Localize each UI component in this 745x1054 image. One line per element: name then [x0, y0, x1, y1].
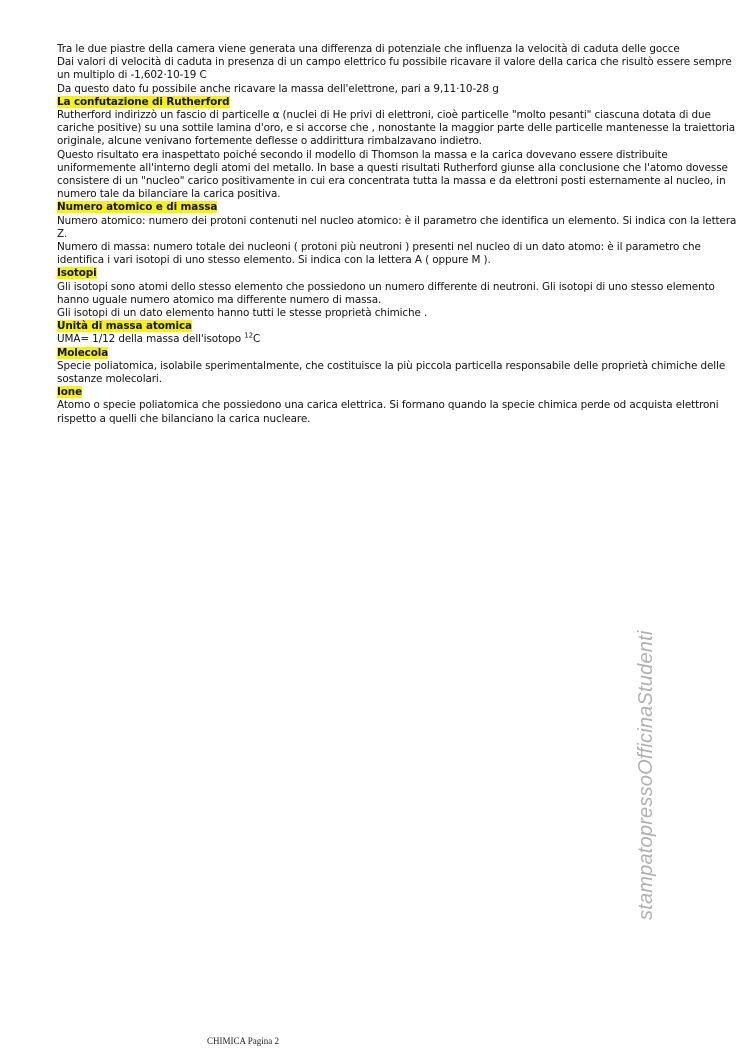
- uma-paragraph: [57, 333, 741, 346]
- page-footer: CHIMICA Pagina 2: [207, 1036, 279, 1046]
- section-heading-uma: Unità di massa atomica: [57, 320, 192, 333]
- rutherford-paragraph: Questo risultato era inaspettato poiché secondo il modello di Thomson la massa e la carica dovevano essere distribuite uniformemente all'interno degli atomi del metallo. In base a questi risultati Rutherford giunse alla conclusione che l'atomo dovesse consistere di un "nucleo" carico positivamente in cui era concentrata tutta la massa e da elettroni posti esternamente al nucleo, in numero tale da bilanciare la carica positiva.: [57, 148, 728, 201]
- uma-symbol: C: [252, 333, 261, 346]
- intro-paragraph: Dai valori di velocità di caduta in presenza di un campo elettrico fu possibile ricavare il valore della carica che risultò essere sempre un multiplo di -1,602·10-19 C: [57, 56, 732, 82]
- section-heading-isotopi: Isotopi: [57, 267, 97, 280]
- ione-paragraph: Atomo o specie poliatomica che possiedono una carica elettrica. Si formano quando la specie chimica perde od acquista elettroni rispetto a quelli che bilanciano la carica nucleare.: [57, 399, 719, 425]
- numero-massa-paragraph: Numero di massa: numero totale dei nucleoni ( protoni più neutroni ) presenti nel nucleo di un dato atomo: è il parametro che identifica i vari isotopi di uno stesso elemento. Si indica con la lettera A ( oppure M ).: [57, 241, 701, 267]
- rutherford-paragraph: Rutherford indirizzò un fascio di particelle α (nuclei di He privi di elettroni, cioè particelle "molto pesanti" ciascuna dotata di due cariche positive) su una sottile lamina d'oro, e si accorse che , nonostante la maggior parte delle particelle mantenesse la traiettoria originale, alcune venivano fortemente deflesse o addirittura rimbalzavano indietro.: [57, 109, 736, 148]
- isotopi-paragraph: Gli isotopi sono atomi dello stesso elemento che possiedono un numero differente di neutroni. Gli isotopi di uno stesso elemento hanno uguale numero atomico ma differente numero di massa.: [57, 280, 715, 306]
- watermark-text: stampatopressoOfficinaStudenti: [635, 630, 657, 920]
- intro-paragraph: Da questo dato fu possibile anche ricavare la massa dell'elettrone, pari a 9,11·10-28 g: [57, 82, 499, 95]
- numero-atomico-paragraph: Numero atomico: numero dei protoni contenuti nel nucleo atomico: è il parametro che identifica un elemento. Si indica con la lettera Z.: [57, 214, 737, 240]
- section-heading-numero: Numero atomico e di massa: [57, 201, 218, 214]
- uma-text: UMA= 1/12 della massa dell'isotopo: [57, 333, 245, 346]
- molecola-paragraph: Specie poliatomica, isolabile sperimentalmente, che costituisce la più piccola particella responsabile delle proprietà chimiche delle sostanze molecolari.: [57, 359, 726, 386]
- intro-paragraph: Tra le due piastre della camera viene generata una differenza di potenziale che influenza la velocità di caduta delle gocce: [57, 43, 680, 55]
- section-heading-ione: Ione: [57, 386, 83, 399]
- document-body: [57, 43, 741, 426]
- isotopi-paragraph: Gli isotopi di un dato elemento hanno tutti le stesse proprietà chimiche .: [57, 307, 428, 320]
- section-heading-molecola: Molecola: [57, 346, 109, 359]
- section-heading-rutherford: La confutazione di Rutherford: [57, 95, 230, 108]
- uma-superscript: 12: [244, 332, 253, 340]
